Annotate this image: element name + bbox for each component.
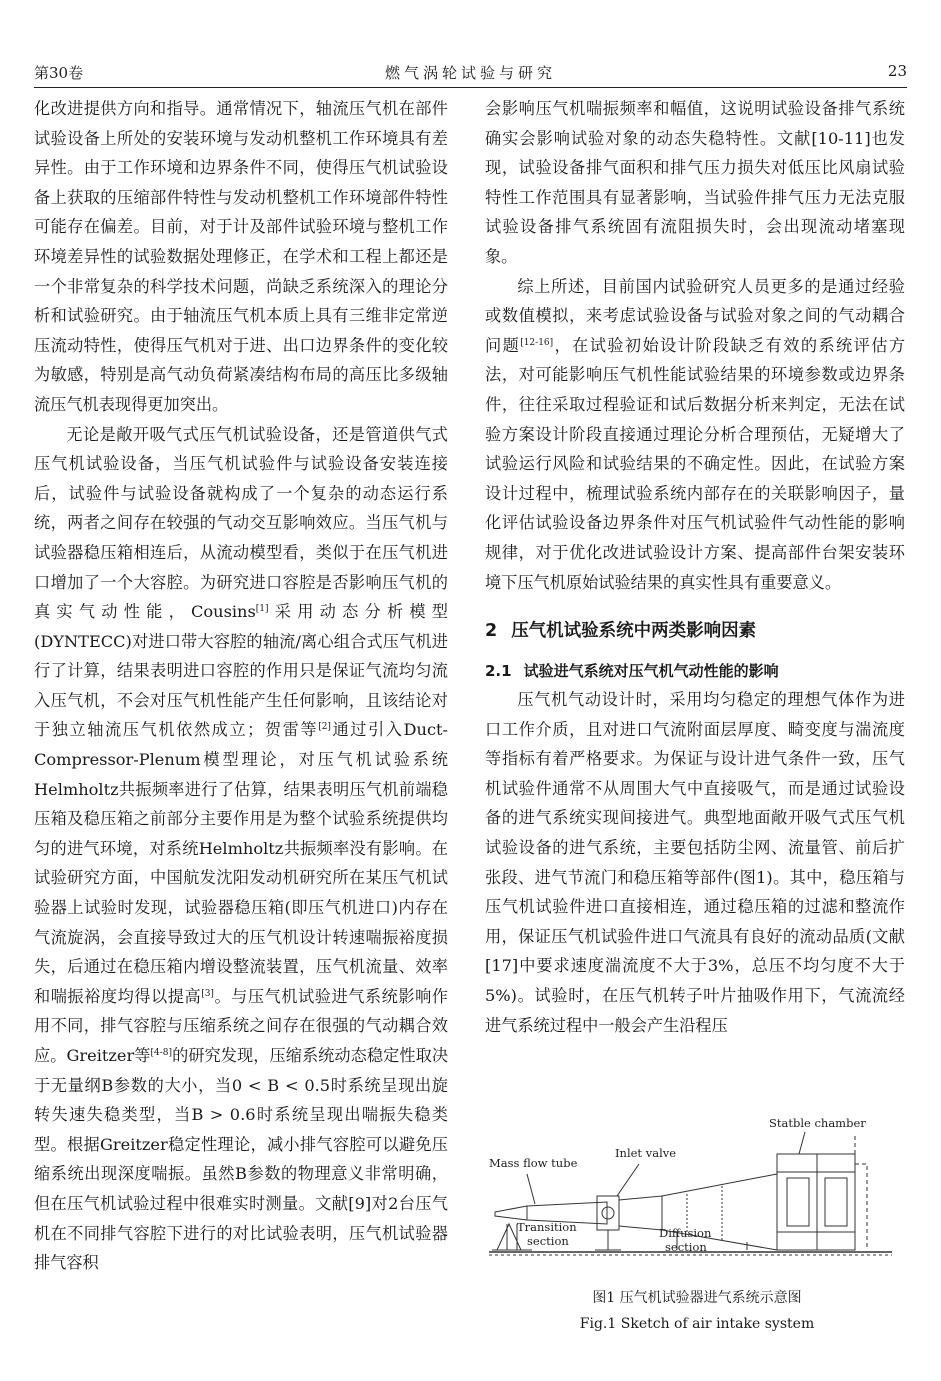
subsection-title: 试验进气系统对压气机气动性能的影响 bbox=[523, 662, 779, 681]
text-span: 无论是敞开吸气式压气机试验设备，还是管道供气式压气机试验设备，当压气机试验件与试验设备安装连接后，试验件与试验设备就构成了一个复杂的动态运行系统，两者之间存在较强的气动交互影响效应。当压气机与试验器稳压箱相连后，从流动模型看，类似于在压气机进口增加了一个大容腔。为研究进口容腔是否影响压气机的真实气动性能，Cousins bbox=[34, 424, 448, 622]
header-rule bbox=[34, 87, 907, 88]
label-diffusion-line2: section bbox=[665, 1240, 707, 1254]
label-stable-chamber: Statble chamber bbox=[769, 1116, 866, 1130]
text-span: 通过引入Duct-Compressor-Plenum模型理论，对压气机试验系统Helmholtz共振频率进行了估算，结果表明压气机前端稳压箱及稳压箱之前部分主要作用是为整个试验系统提供均匀的进气环境，对系统Helmholtz共振频率没有影响。在试验研究方面，中国航发沈阳发动机研究所在某压气机试验器上试验时发现，试验器稳压箱(即压气机进口)内存在气流旋涡，会直接导致过大的压气机设计转速喘振裕度损失，后通过在稳压箱内增设整流装置，压气机流量、效率和喘振裕度均得以提高 bbox=[34, 720, 449, 1006]
subsection-heading bbox=[485, 657, 905, 685]
citation: [3] bbox=[201, 988, 214, 999]
paragraph: 会影响压气机喘振频率和幅值，这说明试验设备排气系统确实会影响试验对象的动态失稳特性。文献[10-11]也发现，试验设备排气面积和排气压力损失对低压比风扇试验特性工作范围具有显著影响，当试验件排气压力无法克服试验设备排气系统固有流阻损失时，会出现流动堵塞现象。 bbox=[485, 99, 905, 266]
text-span: 综上所述，目前国内试验研究人员更多的是通过经验或数值模拟，来考虑试验设备与试验对象之间的气动耦合问题 bbox=[485, 276, 905, 355]
air-intake-sketch bbox=[487, 1112, 907, 1282]
section-title: 压气机试验系统中两类影响因素 bbox=[511, 621, 757, 642]
label-inlet-valve: Inlet valve bbox=[615, 1146, 677, 1160]
volume-label: 第30卷 bbox=[34, 64, 84, 82]
paragraph: 化改进提供方向和指导。通常情况下，轴流压气机在部件试验设备上所处的安装环境与发动机整机工作环境具有差异性。由于工作环境和边界条件不同，使得压气机试验设备上获取的压缩部件特性与发动机整机工作环境部件特性可能存在偏差。目前，对于计及部件试验环境与整机工作环境差异性的试验数据处理修正，在学术和工程上都还是一个非常复杂的科学技术问题，尚缺乏系统深入的理论分析和试验研究。由于轴流压气机本质上具有三维非定常逆压流动特性，使得压气机对于进、出口边界条件的变化较为敏感，特别是高气动负荷紧凑结构布局的高压比多级轴流压气机表现得更加突出。 bbox=[34, 99, 448, 414]
citation: [1] bbox=[255, 604, 269, 615]
left-column bbox=[34, 94, 448, 1278]
label-diffusion-line1: Diffusion bbox=[659, 1226, 712, 1240]
label-mass-flow-tube: Mass flow tube bbox=[489, 1156, 578, 1170]
paragraph: 压气机气动设计时，采用均匀稳定的理想气体作为进口工作介质，且对进口气流附面层厚度、畸变度与湍流度等指标有着严格要求。为保证与设计进气条件一致，压气机试验件通常不从周围大气中直接吸气，而是通过试验设备的进气系统实现间接进气。典型地面敞开吸气式压气机试验设备的进气系统，主要包括防尘网、流量管、前后扩张段、进气节流门和稳压箱等部件(图1)。其中，稳压箱与压气机试验件进口直接相连，通过稳压箱的过滤和整流作用，保证压气机试验件进口气流具有良好的流动品质(文献[17]中要求速度湍流度不大于3%，总压不均匀度不大于5%)。试验时，在压气机转子叶片抽吸作用下，气流流经进气系统过程中一般会产生沿程压 bbox=[485, 690, 905, 1035]
figure-air-intake bbox=[487, 1112, 907, 1282]
text-span: 采用动态分析模型(DYNTECC)对进口带大容腔的轴流/离心组合式压气机进行了计算，结果表明进口容腔的作用只是保证气流均匀流入压气机，不会对压气机性能产生任何影响，且该结论对于独立轴流压气机依然成立；贺雷等 bbox=[34, 602, 448, 740]
label-transition-line2: section bbox=[527, 1234, 569, 1248]
figure-caption-en: Fig.1 Sketch of air intake system bbox=[579, 1316, 815, 1332]
citation: [4-8] bbox=[150, 1048, 173, 1058]
paragraph bbox=[485, 272, 905, 598]
section-number: 2 bbox=[485, 621, 498, 642]
paragraph bbox=[34, 420, 448, 1278]
section-heading bbox=[485, 619, 905, 643]
subsection-number: 2.1 bbox=[485, 662, 512, 681]
label-transition-line1: Transition bbox=[517, 1220, 577, 1234]
citation: [2] bbox=[318, 722, 331, 733]
text-span: 。与压气机试验进气系统影响作用不同，排气容腔与压缩系统之间存在很强的气动耦合效应。Greitzer等 bbox=[34, 986, 448, 1065]
citation: [12-16] bbox=[520, 337, 554, 348]
journal-title: 燃气涡轮试验与研究 bbox=[384, 64, 556, 82]
text-span: ，在试验初始设计阶段缺乏有效的系统评估方法，对可能影响压气机性能试验结果的环境参数或边界条件，往往采取过程验证和试后数据分析来判定，无法在试验方案设计阶段直接通过理论分析合理预估，无疑增大了试验运行风险和试验结果的不确定性。因此，在试验方案设计过程中，梳理试验系统内部存在的关联影响因子，量化评估试验设备边界条件对压气机试验件气动性能的影响规律，对于优化改进试验设计方案、提高部件台架安装环境下压气机原始试验结果的真实性具有重要意义。 bbox=[485, 335, 906, 592]
page-header bbox=[34, 62, 907, 84]
figure-caption-cn: 图1 压气机试验器进气系统示意图 bbox=[592, 1290, 802, 1306]
text-span: 的研究发现，压缩系统动态稳定性取决于无量纲B参数的大小，当0 < B < 0.5时系统呈现出旋转失速失稳类型，当B > 0.6时系统呈现出喘振失稳类型。根据Greitzer稳定性理论，减小排气容腔可以避免压缩系统出现深度喘振。虽然B参数的物理意义非常明确，但在压气机试验过程中很难实时测量。文献[9]对2台压气机在不同排气容腔下进行的对比试验表明，压气机试验器排气容积 bbox=[34, 1046, 449, 1273]
right-column bbox=[485, 94, 905, 1040]
page-number: 23 bbox=[887, 62, 907, 80]
